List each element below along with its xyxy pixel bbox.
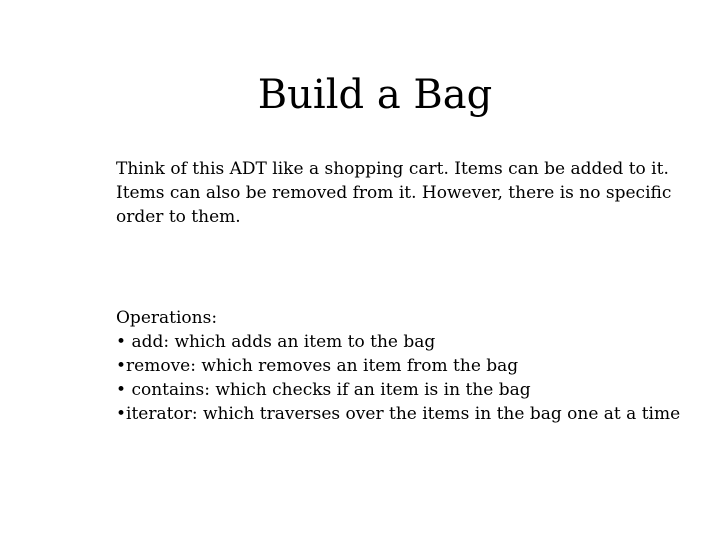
description-line: Items can also be removed from it. However, there is no specific xyxy=(116,183,672,203)
operations-heading: Operations: xyxy=(116,308,218,328)
operation-item-add xyxy=(116,330,716,354)
operation-item-remove xyxy=(116,354,716,378)
operations-list xyxy=(116,306,716,426)
operation-text: contains: which checks if an item is in the bag xyxy=(131,380,531,400)
operation-text: remove: which removes an item from the bag xyxy=(126,356,519,376)
bullet-icon: • xyxy=(116,404,127,424)
operation-item-iterator xyxy=(116,402,716,426)
operation-item-contains xyxy=(116,378,716,402)
slide-title: Build a Bag xyxy=(257,72,493,118)
bullet-icon: • xyxy=(116,356,127,376)
description-line: Think of this ADT like a shopping cart. Items can be added to it. xyxy=(116,159,669,179)
description-line: order to them. xyxy=(116,207,241,227)
description-paragraph xyxy=(116,157,716,229)
bullet-icon: • xyxy=(116,380,127,400)
bullet-icon: • xyxy=(116,332,127,352)
operation-text: add: which adds an item to the bag xyxy=(131,332,436,352)
operation-text: iterator: which traverses over the items in the bag one at a time xyxy=(126,404,681,424)
